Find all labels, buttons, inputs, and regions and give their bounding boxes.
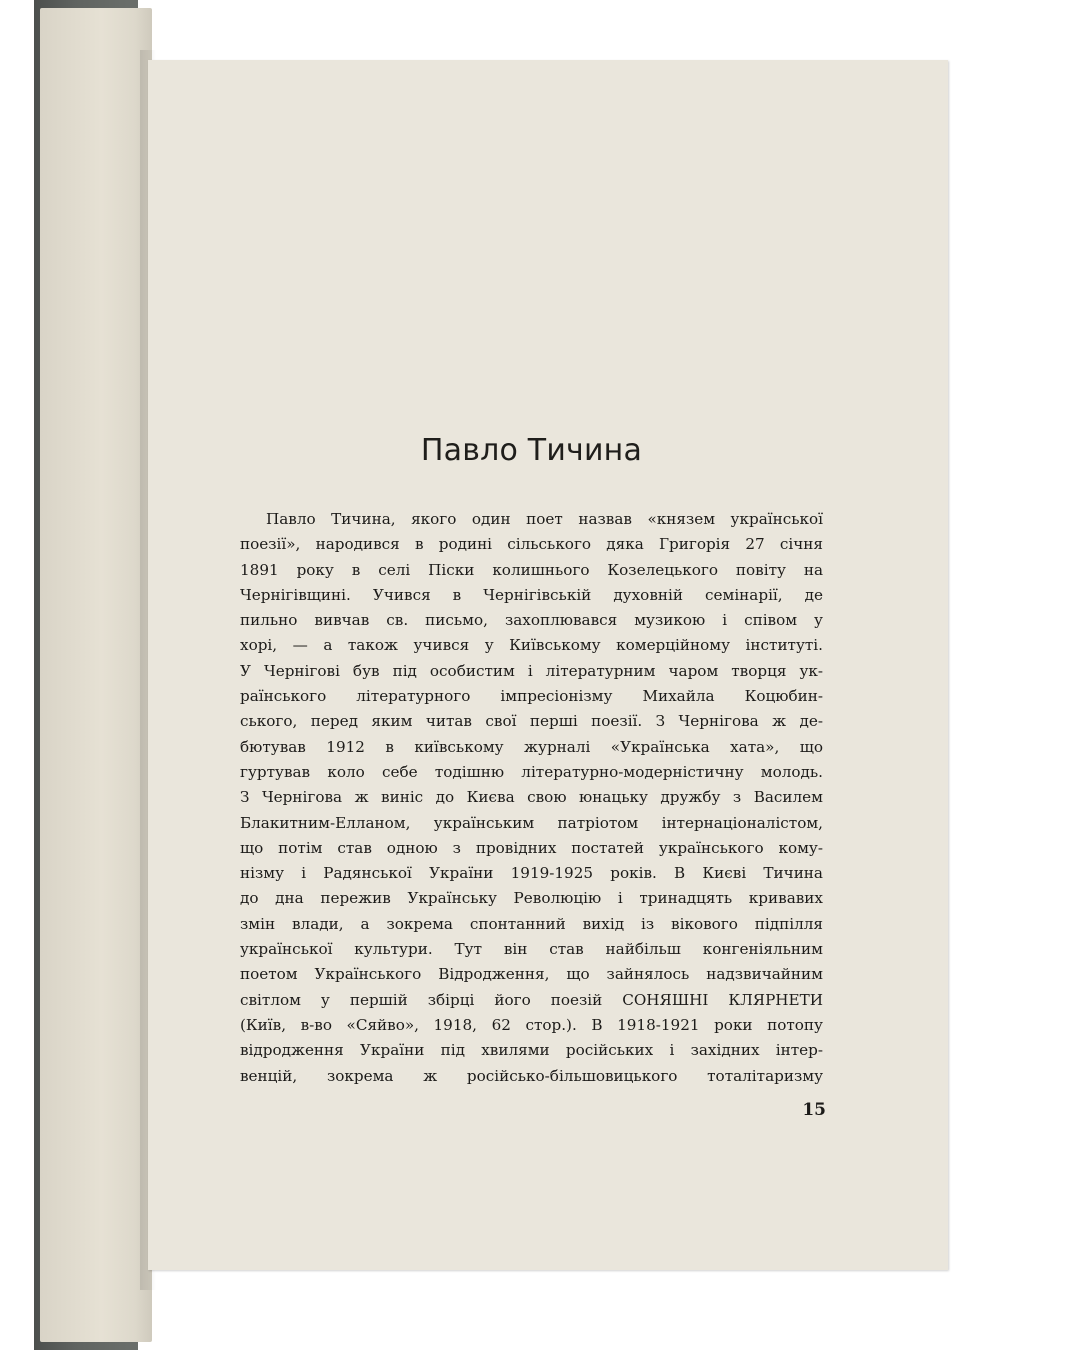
body-text [240,507,823,1089]
text-line: 1891 року в селі Піски колишнього Козелецького повіту на [240,560,823,579]
text-line: ського, перед яким читав свої перші поезії. З Чернігова ж де- [240,712,823,731]
text-line: гуртував коло себе тодішню літературно-модерністичну молодь. [240,762,823,781]
text-line: (Київ, в-во «Сяйво», 1918, 62 стор.). В 1918-1921 роки потопу [240,1015,823,1034]
left-page [40,8,152,1342]
text-line: поезії», народився в родині сільського дяка Григорія 27 січня [240,535,823,554]
text-line: відродження України під хвилями російських і західних інтер- [240,1041,823,1060]
text-line: нізму і Радянської України 1919-1925 років. В Києві Тичина [240,864,823,883]
text-line: змін влади, а зокрема спонтанний вихід із вікового підпілля [240,914,823,933]
text-line: Чернігівщині. Учився в Чернігівській духовній семінарії, де [240,585,823,604]
page-number: 15 [802,1100,826,1120]
text-line: хорі, — а також учився у Київському комерційному інституті. [240,636,823,655]
chapter-title: Павло Тичина [420,433,643,468]
text-line: Блакитним-Елланом, українським патріотом інтернаціоналістом, [240,813,823,832]
text-line: раїнського літературного імпресіонізму Михайла Коцюбин- [240,687,823,706]
text-line: поетом Українського Відродження, що зайнялось надзвичайним [240,965,823,984]
text-line: світлом у першій збірці його поезій СОНЯШНІ КЛЯРНЕТИ [240,990,823,1009]
text-line: що потім став одною з провідних постатей українського кому- [240,838,823,857]
text-line: бютував 1912 в київському журналі «Українська хата», що [240,737,823,756]
book-page [148,60,948,1270]
text-line: венцій, зокрема ж російсько-більшовицького тоталітаризму [240,1066,823,1085]
text-line: З Чернігова ж виніс до Києва свою юнацьку дружбу з Василем [240,788,823,807]
page-content [240,434,823,1089]
text-line: пильно вивчав св. письмо, захоплювався музикою і співом у [240,611,823,630]
text-line: Павло Тичина, якого один поет назвав «князем української [266,510,823,528]
text-line: У Чернігові був під особистим і літературним чаром творця ук- [240,661,823,680]
text-line: до дна пережив Українську Революцію і тринадцять кривавих [240,889,823,908]
text-line: української культури. Тут він став найбільш конгеніяльним [240,940,823,959]
